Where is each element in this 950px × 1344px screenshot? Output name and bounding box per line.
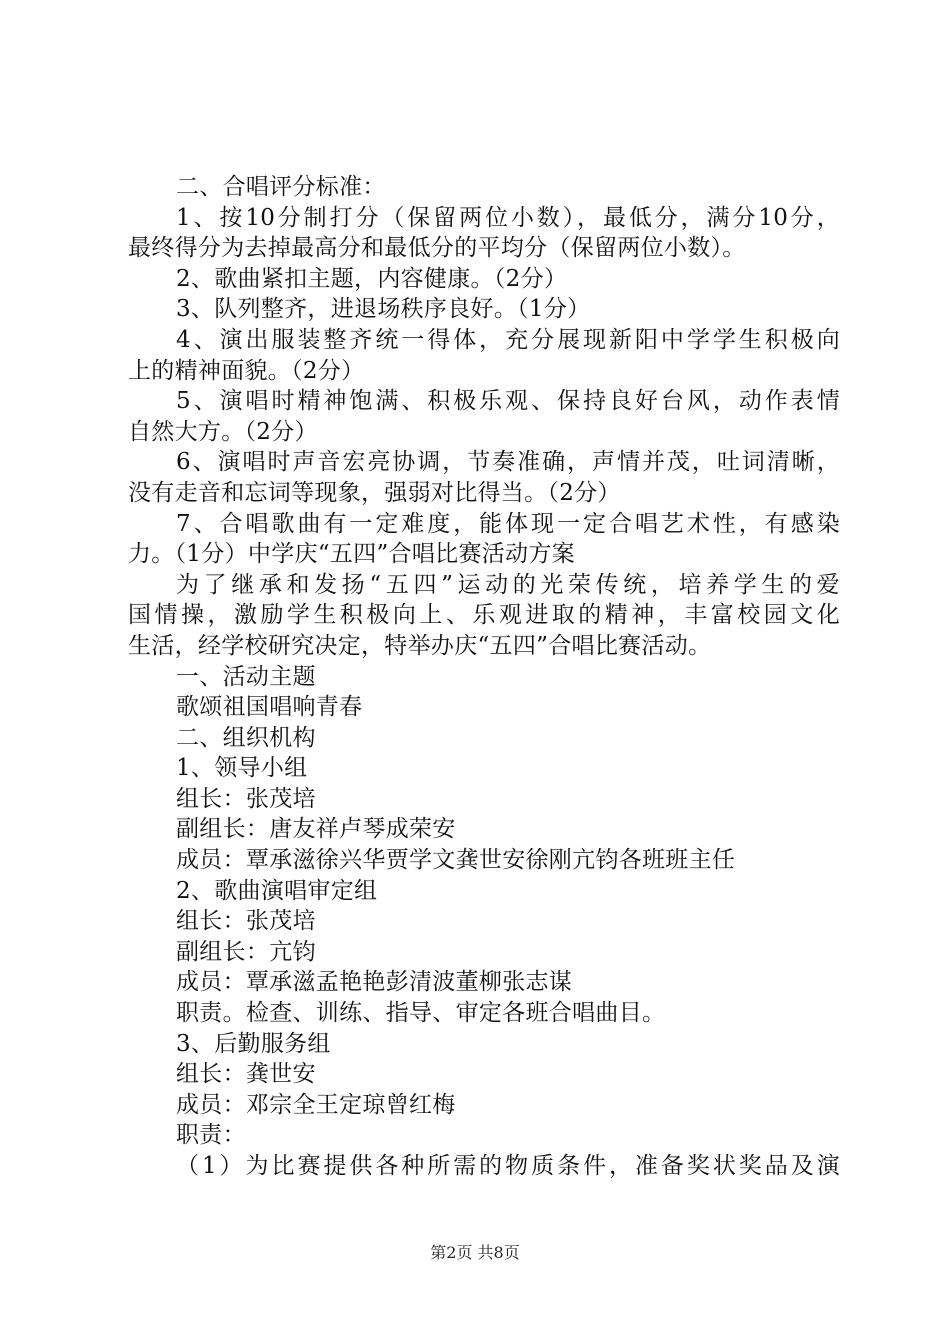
text-line: 4、演出服装整齐统一得体，充分展现新阳中学学生积极向 bbox=[176, 326, 840, 353]
page-footer: 第2页 共8页 bbox=[430, 1243, 520, 1262]
text-line: 1、按10分制打分（保留两位小数），最低分，满分10分， bbox=[176, 204, 840, 231]
text-line: 2、歌曲演唱审定组 bbox=[176, 877, 378, 904]
text-line: 组长：龚世安 bbox=[176, 1061, 316, 1088]
text-line: 副组长：亢钧 bbox=[176, 938, 316, 965]
text-line: 二、组织机构 bbox=[176, 724, 316, 751]
text-line: 最终得分为去掉最高分和最低分的平均分（保留两位小数）。 bbox=[128, 235, 746, 262]
text-line: 3、队列整齐，进退场秩序良好。（1分） bbox=[176, 296, 591, 323]
text-line: 成员：邓宗全王定琼曾红梅 bbox=[176, 1091, 456, 1118]
text-line: 一、活动主题 bbox=[176, 663, 316, 690]
text-line: 生活，经学校研究决定，特举办庆“五四”合唱比赛活动。 bbox=[128, 632, 712, 659]
text-line: 国情操，激励学生积极向上、乐观进取的精神，丰富校园文化 bbox=[128, 602, 840, 629]
text-line: 二、合唱评分标准： bbox=[176, 174, 386, 200]
text-line: 组长：张茂培 bbox=[176, 785, 316, 812]
text-line: 3、后勤服务组 bbox=[176, 1030, 331, 1057]
text-line: 为了继承和发扬“五四”运动的光荣传统，培养学生的爱 bbox=[176, 571, 840, 598]
text-line: 自然大方。（2分） bbox=[128, 418, 318, 445]
text-line: 歌颂祖国唱响青春 bbox=[176, 694, 363, 721]
text-line: 6、演唱时声音宏亮协调，节奏准确，声情并茂，吐词清晰， bbox=[176, 449, 840, 476]
text-line: 7、合唱歌曲有一定难度，能体现一定合唱艺术性，有感染 bbox=[176, 510, 840, 537]
text-line: 成员：覃承滋徐兴华贾学文龚世安徐刚亢钧各班班主任 bbox=[176, 847, 736, 874]
text-line: 副组长：唐友祥卢琴成荣安 bbox=[176, 816, 456, 843]
text-line: 组长：张茂培 bbox=[176, 908, 316, 935]
text-line: 职责： bbox=[176, 1122, 246, 1149]
text-line: 5、演唱时精神饱满、积极乐观、保持良好台风，动作表情 bbox=[176, 388, 840, 415]
text-line: 力。（1分）中学庆“五四”合唱比赛活动方案 bbox=[128, 541, 575, 568]
text-line: 1、领导小组 bbox=[176, 755, 308, 782]
text-line: 上的精神面貌。（2分） bbox=[128, 357, 365, 384]
text-line: 职责。检查、训练、指导、审定各班合唱曲目。 bbox=[176, 1000, 666, 1027]
text-line: （1）为比赛提供各种所需的物质条件，准备奖状奖品及演 bbox=[176, 1153, 840, 1179]
text-line: 成员：覃承滋孟艳艳彭清波董柳张志谋 bbox=[176, 969, 573, 996]
text-line: 2、歌曲紧扣主题，内容健康。（2分） bbox=[176, 265, 568, 292]
text-line: 没有走音和忘词等现象，强弱对比得当。（2分） bbox=[128, 479, 621, 506]
document-body bbox=[128, 172, 840, 1182]
